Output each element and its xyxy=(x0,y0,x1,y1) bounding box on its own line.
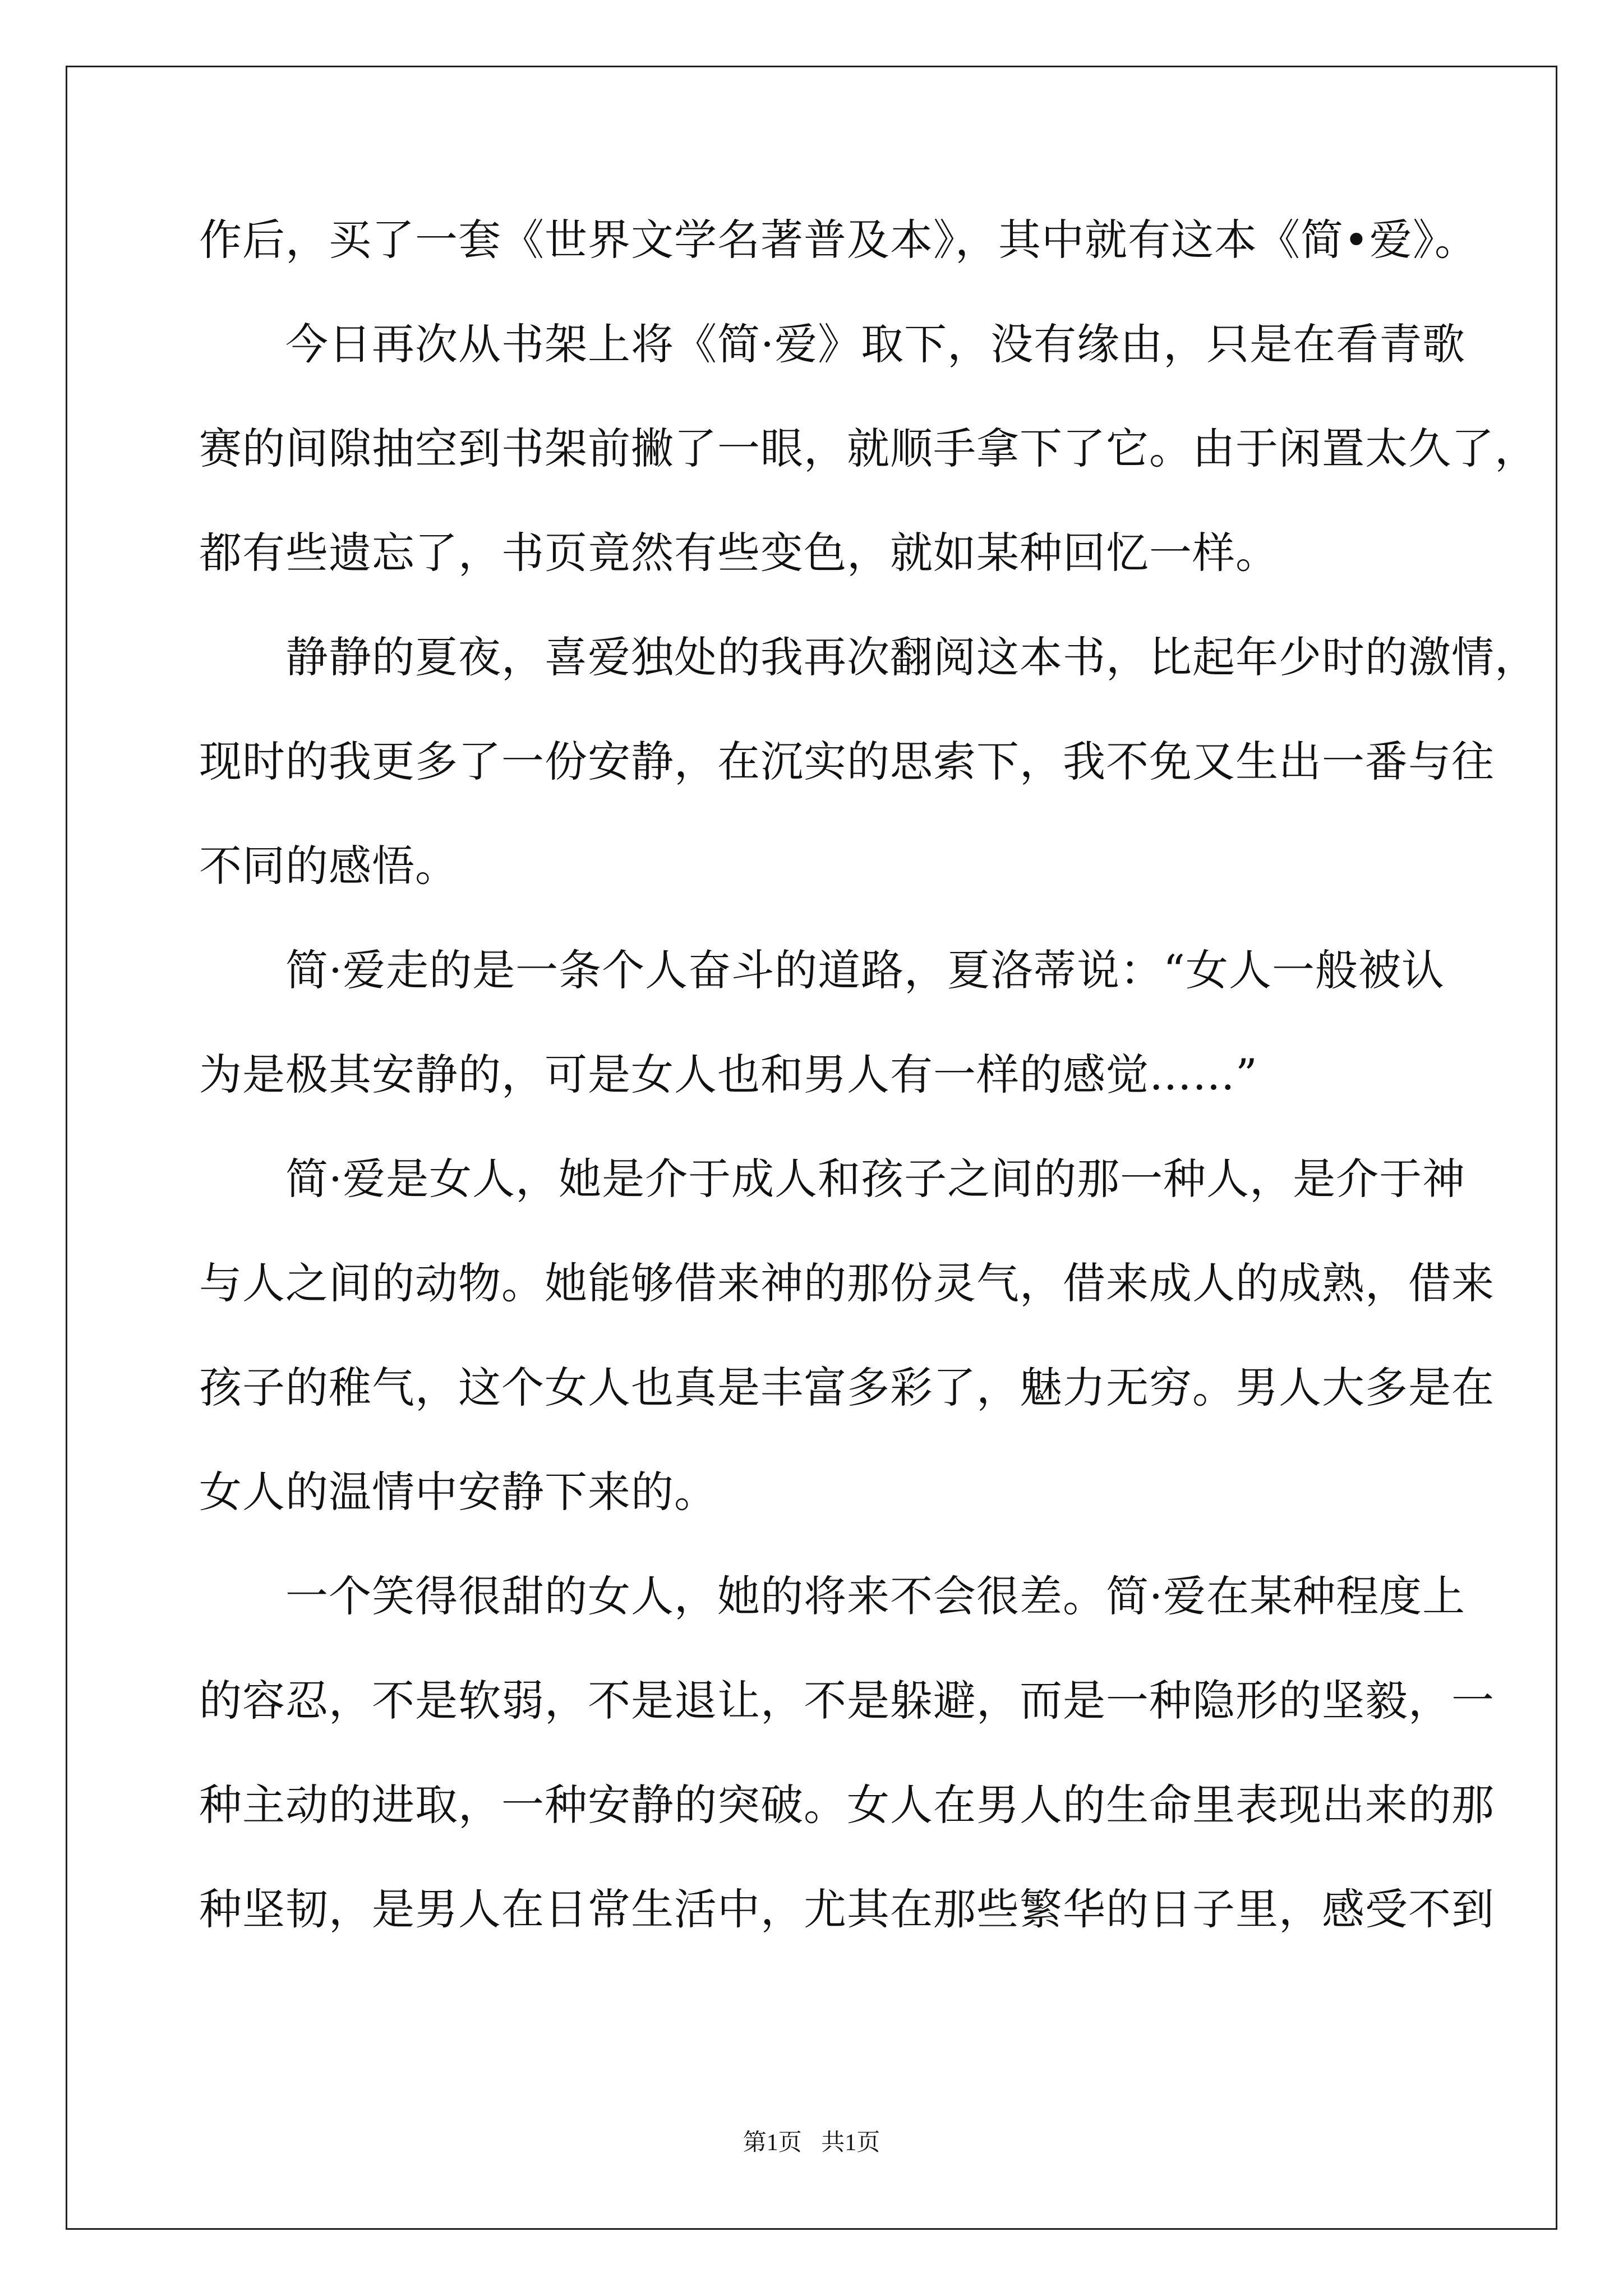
text-line: 为是极其安静的，可是女人也和男人有一样的感觉……” xyxy=(199,1050,1258,1099)
text-line: 简·爱走的是一条个人奋斗的道路，夏洛蒂说：“女人一般被认 xyxy=(199,945,1445,995)
text-line: 作后，买了一套《世界文学名著普及本》，其中就有这本《简•爱》。 xyxy=(199,215,1478,265)
document-body xyxy=(199,212,1538,1986)
page-total: 共1页 xyxy=(821,2130,880,2156)
text-line: 种主动的进取，一种安静的突破。女人在男人的生命里表现出来的那 xyxy=(199,1780,1495,1830)
text-line: 种坚韧，是男人在日常生活中，尤其在那些繁华的日子里，感受不到 xyxy=(199,1884,1495,1934)
text-line: 今日再次从书架上将《简·爱》取下，没有缘由，只是在看青歌 xyxy=(199,319,1466,369)
text-line: 女人的温情中安静下来的。 xyxy=(199,1467,717,1517)
text-line: 不同的感悟。 xyxy=(199,841,458,891)
text-line: 简·爱是女人，她是介于成人和孩子之间的那一种人，是介于神 xyxy=(199,1154,1466,1204)
text-line: 与人之间的动物。她能够借来神的那份灵气，借来成人的成熟，借来 xyxy=(199,1258,1495,1308)
text-line: 的容忍，不是软弱，不是退让，不是躲避，而是一种隐形的坚毅，一 xyxy=(199,1676,1495,1726)
text-line: 都有些遗忘了，书页竟然有些变色，就如某种回忆一样。 xyxy=(199,528,1279,578)
page-number: 第1页 xyxy=(743,2130,802,2156)
page-footer xyxy=(0,2126,1623,2160)
text-line: 赛的间隙抽空到书架前撇了一眼，就顺手拿下了它。由于闲置太久了， xyxy=(199,424,1538,473)
text-line: 孩子的稚气，这个女人也真是丰富多彩了，魅力无穷。男人大多是在 xyxy=(199,1363,1495,1412)
text-line: 现时的我更多了一份安静，在沉实的思索下，我不免又生出一番与往 xyxy=(199,737,1495,786)
text-line: 静静的夏夜，喜爱独处的我再次翻阅这本书，比起年少时的激情， xyxy=(199,632,1538,682)
text-line: 一个笑得很甜的女人，她的将来不会很差。简·爱在某种程度上 xyxy=(199,1571,1466,1621)
